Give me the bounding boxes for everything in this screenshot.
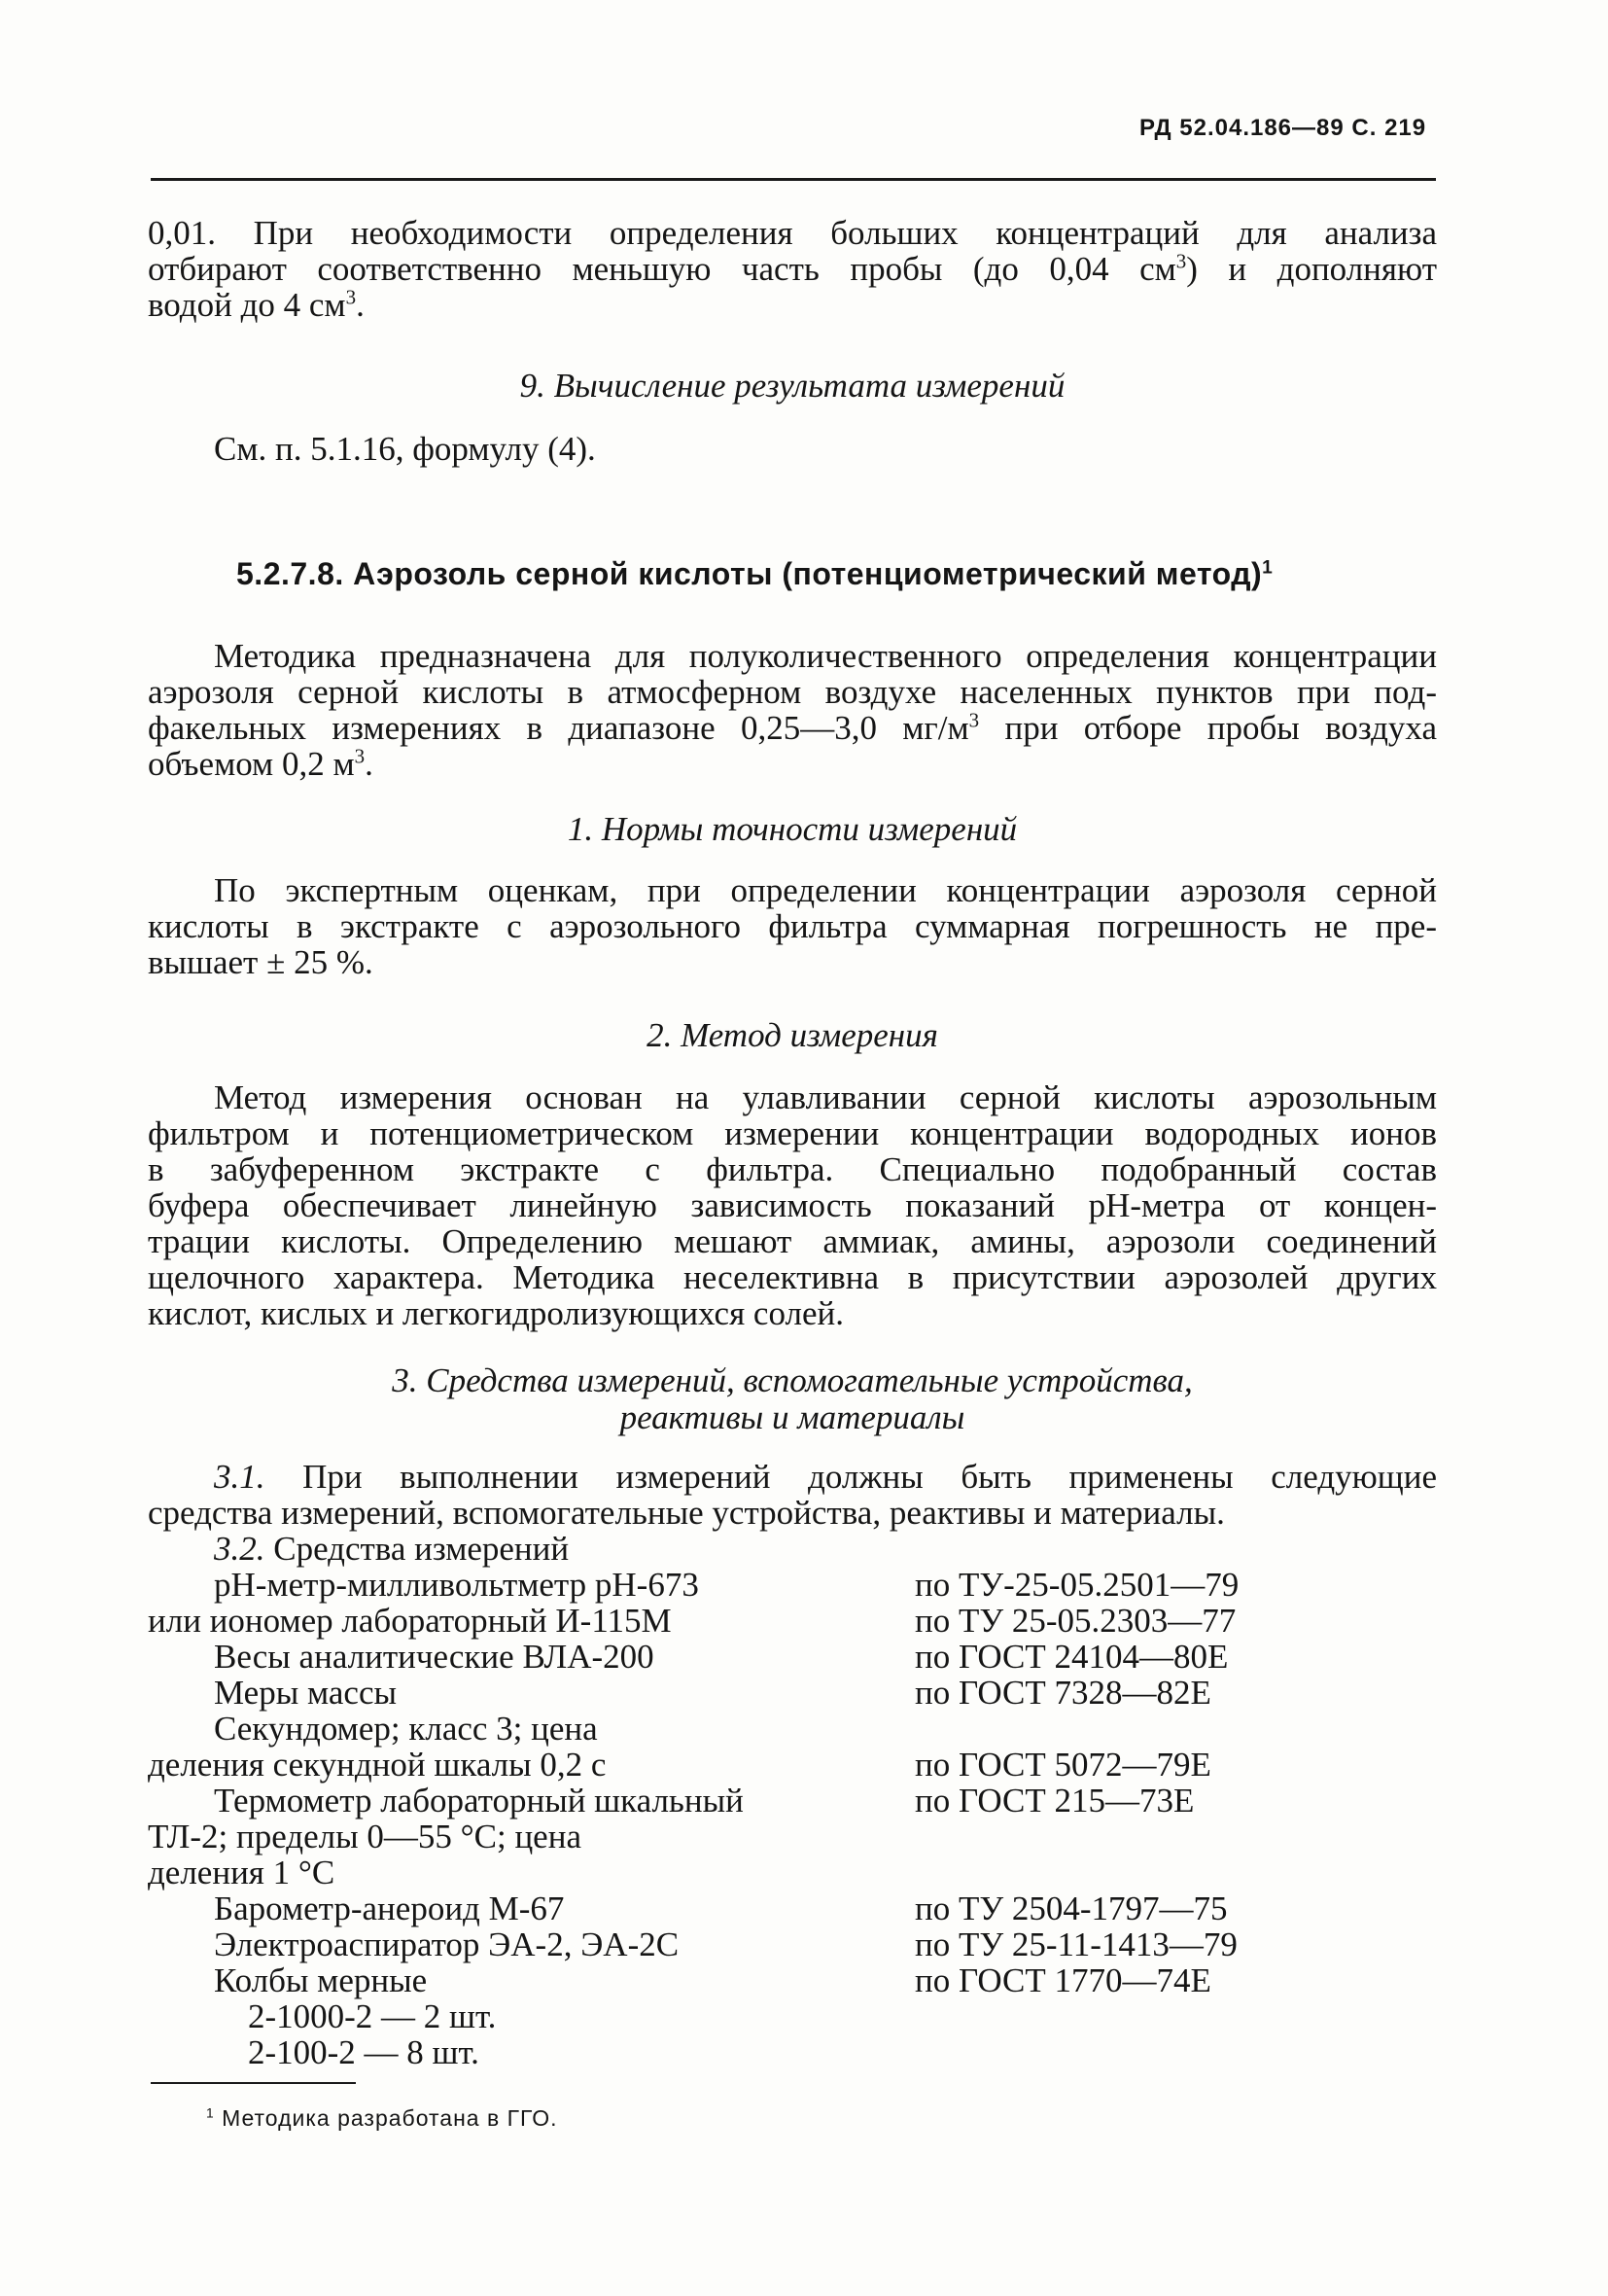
text-line: аэрозоля серной кислоты в атмосферном воздухе населенных пунктов при под- [148, 673, 1437, 711]
equipment-name: pH-метр-милливольтметр pH-673 [214, 1566, 699, 1604]
equipment-standard: по ГОСТ 7328—82Е [915, 1674, 1211, 1712]
heading-calculation: 9. Вычисление результата измерений [519, 367, 1066, 405]
equipment-name: Секундомер; класс 3; цена [214, 1710, 598, 1748]
equipment-name: ТЛ-2; пределы 0—55 °С; цена [148, 1818, 581, 1855]
text-line: 0,01. При необходимости определения больших концентраций для анализа [148, 214, 1437, 252]
text-line: водой до 4 $см^3$. [148, 285, 365, 324]
text-line: фильтром и потенциометрическом измерении концентрации водородных ионов [148, 1114, 1437, 1152]
equipment-name: Барометр-анероид М-67 [214, 1890, 565, 1927]
section-title: 5.2.7.8. Аэрозоль серной кислоты (потенциометрический метод)$^1$ [236, 556, 1274, 591]
text-line: Метод измерения основан на улавливании серной кислоты аэрозольным [214, 1078, 1437, 1116]
footnote-rule [151, 2082, 356, 2084]
equipment-standard: по ТУ 25-11-1413—79 [915, 1925, 1238, 1963]
equipment-standard: по ТУ-25-05.2501—79 [915, 1566, 1240, 1604]
heading-instruments [148, 1362, 1437, 1436]
heading-method: 2. Метод измерения [647, 1016, 938, 1054]
text-line: объемом 0,2 $м^3$. [148, 744, 373, 783]
equipment-name: Термометр лабораторный шкальный [214, 1782, 744, 1819]
equipment-standard: по ГОСТ 24104—80Е [915, 1638, 1229, 1676]
equipment-name: 2-1000-2 — 2 шт. [248, 1997, 497, 2035]
text-line: факельных измерениях в диапазоне 0,25—3,0 $мг/м^3$ при отборе пробы воздуха [148, 708, 1437, 747]
intro-paragraph [148, 215, 1437, 323]
equipment-name: Меры массы [214, 1674, 397, 1712]
equipment-standard: по ТУ 2504-1797—75 [915, 1890, 1228, 1927]
text-line: отбирают соответственно меньшую часть пробы (до 0,04 $см^3$) и дополняют [148, 249, 1437, 288]
text-line: 3.1. При выполнении измерений должны быть применены следующие [214, 1458, 1437, 1496]
text-line: По экспертным оценкам, при определении концентрации аэрозоля серной [214, 871, 1437, 909]
equipment-standard: по ГОСТ 215—73Е [915, 1782, 1195, 1819]
text-line: кислот, кислых и легкогидролизующихся солей. [148, 1294, 844, 1332]
method-paragraph [148, 1079, 1437, 1331]
text-line: вышает ± 25 %. [148, 943, 373, 981]
equipment-name: деления 1 °С [148, 1854, 335, 1891]
text-line: Методика предназначена для полуколичественного определения концентрации [214, 637, 1437, 675]
equipment-name: Весы аналитические ВЛА-200 [214, 1638, 654, 1676]
paragraph-number: 3.2. [214, 1530, 265, 1568]
text-line: буфера обеспечивает линейную зависимость показаний pH-метра от концен- [148, 1186, 1437, 1224]
heading-line: реактивы и материалы [619, 1398, 965, 1436]
footnote-mark: 1 [206, 2105, 215, 2121]
paragraph-3-1 [148, 1459, 1437, 1531]
page-header: РД 52.04.186—89 С. 219 [1139, 115, 1427, 141]
text-line: в забуференном экстракте с фильтра. Специально подобранный состав [148, 1150, 1437, 1188]
equipment-name: Колбы мерные [214, 1961, 428, 1999]
text-line: средства измерений, вспомогательные устройства, реактивы и материалы. [148, 1494, 1225, 1532]
equipment-name: деления секундной шкалы 0,2 с [148, 1746, 607, 1784]
footnote: $^1$ Методика разработана в ГГО. [206, 2105, 558, 2131]
heading-accuracy: 1. Нормы точности измерений [567, 810, 1018, 848]
paragraph-3-2 [148, 1531, 1437, 1567]
equipment-name: Электроаспиратор ЭА-2, ЭА-2С [214, 1925, 680, 1963]
equipment-standard: по ГОСТ 5072—79Е [915, 1746, 1211, 1784]
paragraph-number: 3.1. [214, 1458, 265, 1496]
accuracy-paragraph [148, 872, 1437, 980]
equipment-name: или иономер лабораторный И-115М [148, 1602, 672, 1640]
text-line: трации кислоты. Определению мешают аммиак, амины, аэрозоли соединений [148, 1222, 1437, 1260]
equipment-standard: по ГОСТ 1770—74Е [915, 1961, 1211, 1999]
equipment-name: 2-100-2 — 8 шт. [248, 2033, 479, 2071]
method-description [148, 638, 1437, 782]
heading-line: 3. Средства измерений, вспомогательные устройства, [392, 1361, 1193, 1399]
reference-text: См. п. 5.1.16, формулу (4). [214, 430, 596, 468]
text-line: кислоты в экстракте с аэрозольного фильтра суммарная погрешность не пре- [148, 907, 1437, 945]
header-rule [151, 178, 1436, 181]
text-line: 3.2. Средства измерений [214, 1530, 570, 1568]
text-line: щелочного характера. Методика неселективна в присутствии аэрозолей других [148, 1258, 1437, 1296]
footnote-mark: 1 [1262, 557, 1274, 579]
equipment-standard: по ТУ 25-05.2303—77 [915, 1602, 1237, 1640]
